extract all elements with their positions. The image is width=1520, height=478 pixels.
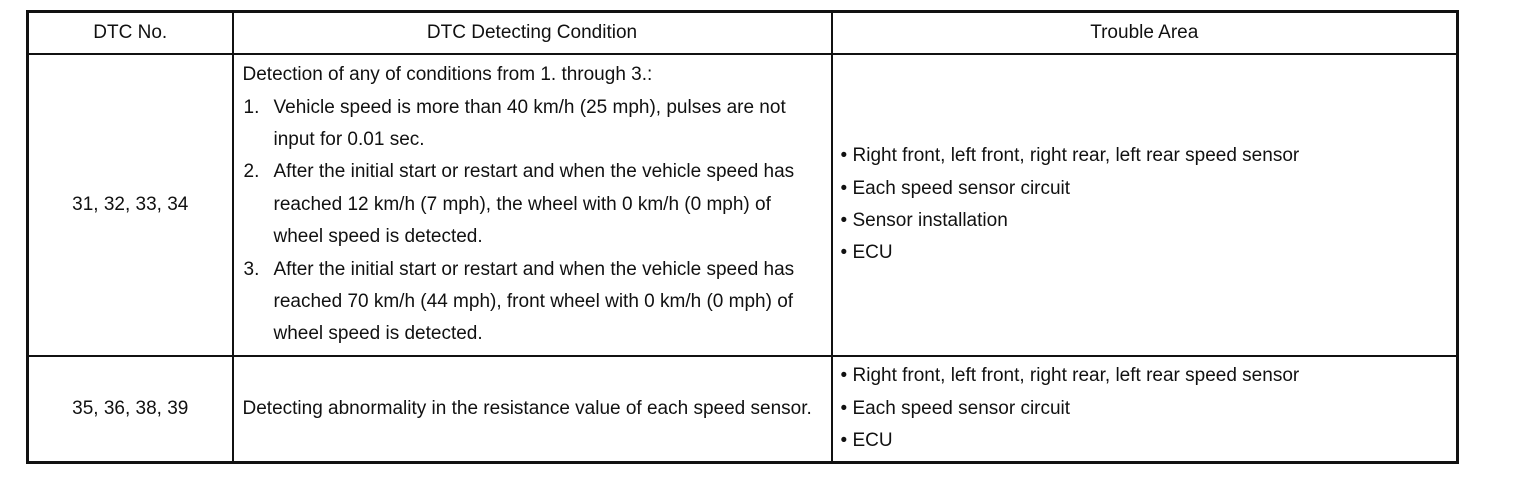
condition-number: 3. (243, 258, 260, 280)
trouble-area-item: • ECU (841, 425, 1449, 457)
condition-number: 2. (243, 161, 260, 183)
trouble-area-item: • ECU (841, 237, 1449, 269)
dtc-table (26, 10, 1459, 464)
header-trouble-area: Trouble Area (832, 12, 1458, 55)
condition-item (243, 156, 823, 253)
condition-text: After the initial start or restart and when the vehicle speed has reached 70 km/h (44 mph), front wheel with 0 km/h (0 mph) of wheel speed is detected. (273, 258, 795, 345)
trouble-area-cell (832, 54, 1458, 356)
trouble-area-cell (832, 356, 1458, 463)
table-row (28, 356, 1458, 463)
condition-text: Vehicle speed is more than 40 km/h (25 mph), pulses are not input for 0.01 sec. (273, 96, 786, 150)
detecting-condition-cell (233, 356, 832, 463)
condition-intro: Detection of any of conditions from 1. through 3.: (242, 64, 653, 86)
dtc-codes-cell: 35, 36, 38, 39 (28, 356, 233, 463)
condition-number: 1. (243, 96, 260, 118)
condition-list (243, 92, 823, 351)
header-dtc-no: DTC No. (28, 12, 233, 55)
trouble-area-item: • Sensor installation (841, 205, 1449, 237)
trouble-area-list (841, 140, 1449, 270)
condition-text: Detecting abnormality in the resistance value of each speed sensor. (242, 397, 812, 419)
trouble-area-item: • Right front, left front, right rear, left rear speed sensor (841, 140, 1449, 172)
header-row (28, 12, 1458, 55)
trouble-area-item: • Right front, left front, right rear, left rear speed sensor (841, 360, 1449, 392)
trouble-area-item: • Each speed sensor circuit (841, 173, 1449, 205)
trouble-area-list (841, 360, 1449, 457)
dtc-codes-cell: 31, 32, 33, 34 (28, 54, 233, 356)
condition-text: After the initial start or restart and when the vehicle speed has reached 12 km/h (7 mph), the wheel with 0 km/h (0 mph) of wheel speed is detected. (273, 161, 795, 248)
table-row (28, 54, 1458, 356)
condition-item (243, 92, 823, 157)
detecting-condition-cell (233, 54, 832, 356)
condition-item (243, 254, 823, 351)
header-detecting-condition: DTC Detecting Condition (233, 12, 832, 55)
trouble-area-item: • Each speed sensor circuit (841, 393, 1449, 425)
